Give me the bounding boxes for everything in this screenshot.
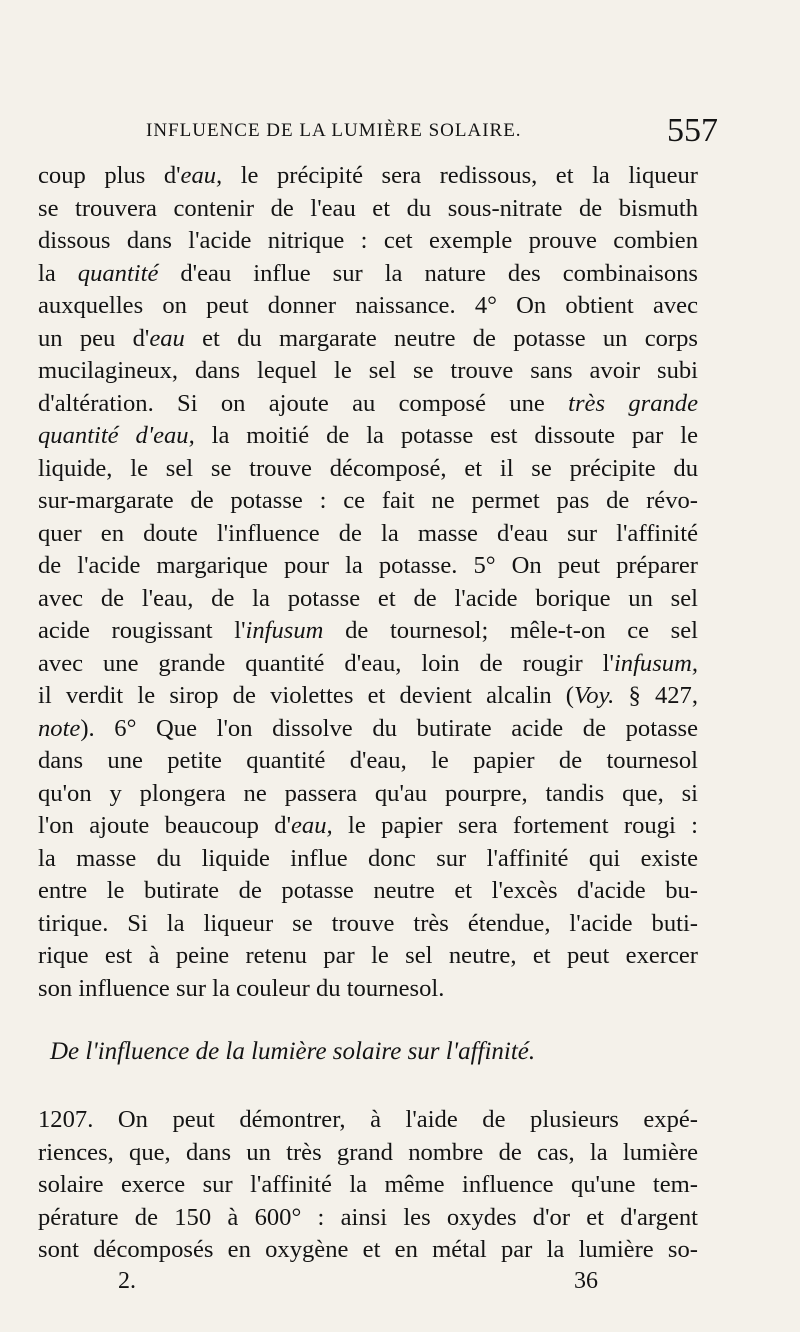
signature-mark: 2. (118, 1268, 136, 1294)
text-line (38, 810, 698, 843)
text-line (38, 550, 698, 583)
text-segment: acide rougissant l' (38, 617, 246, 644)
text-segment: le papier sera fortement rougi : (332, 812, 699, 839)
text-segment: sont décomposés en oxygène et en métal par la lumière so- (38, 1236, 698, 1263)
text-segment: se trouvera contenir de l'eau et du sous-nitrate de bismuth (38, 194, 698, 222)
text-line (38, 1137, 698, 1170)
text-segment: tirique. Si la liqueur se trouve très étendue, l'acide buti- (38, 909, 698, 937)
text-line (38, 290, 698, 323)
text-segment: avec une grande quantité d'eau, loin de rougir l' (38, 649, 614, 677)
text-line (38, 778, 698, 811)
text-line (38, 908, 698, 941)
text-line (38, 420, 698, 453)
text-line (38, 1234, 698, 1267)
text-segment: de l'acide margarique pour la potasse. 5° On peut préparer (38, 552, 698, 579)
paragraph-main (38, 160, 698, 1005)
text-segment: l'on ajoute beaucoup d' (38, 812, 292, 839)
text-line (38, 875, 698, 908)
text-line (38, 583, 698, 616)
italic-text: eau (149, 324, 185, 352)
text-segment: 1207. On peut démontrer, à l'aide de plusieurs expé- (38, 1106, 698, 1133)
text-line (38, 485, 698, 518)
text-segment: solaire exerce sur l'affinité la même influence qu'une tem- (38, 1171, 698, 1198)
italic-text: eau, (180, 162, 223, 189)
text-segment: ). 6° Que l'on dissolve du butirate acide de potasse (80, 714, 698, 742)
text-line (38, 518, 698, 551)
italic-text: quantité (77, 259, 159, 287)
italic-text: quantité d'eau, (38, 422, 195, 449)
text-segment: la moitié de la potasse est dissoute par le (194, 422, 698, 449)
text-segment: la (38, 259, 78, 287)
italic-text: infusum, (613, 649, 698, 677)
italic-text: Voy. (573, 682, 615, 709)
text-line (38, 193, 698, 226)
text-segment: de tournesol; mêle-t-on ce sel (323, 617, 698, 644)
text-segment: § 427, (614, 682, 698, 709)
text-line (38, 1202, 698, 1235)
text-segment: dans une petite quantité d'eau, le papier de tournesol (38, 747, 698, 774)
italic-text: eau, (291, 812, 333, 839)
text-segment: qu'on y plongera ne passera qu'au pourpre, tandis que, si (38, 779, 698, 807)
text-segment: riences, que, dans un très grand nombre de cas, la lumière (38, 1138, 698, 1166)
text-segment: il verdit le sirop de violettes et devient alcalin ( (38, 682, 574, 709)
text-segment: son influence sur la couleur du tournesol. (38, 974, 445, 1002)
text-segment: entre le butirate de potasse neutre et l'excès d'acide bu- (38, 877, 698, 904)
text-line (38, 1104, 698, 1137)
text-segment: auxquelles on peut donner naissance. 4° On obtient avec (38, 292, 698, 319)
italic-text: très grande (568, 389, 698, 417)
text-line (38, 160, 698, 193)
text-segment: d'eau influe sur la nature des combinaisons (158, 259, 698, 287)
text-line (38, 258, 698, 291)
text-segment: sur-margarate de potasse : ce fait ne permet pas de révo- (38, 487, 698, 514)
page-footer (118, 1268, 598, 1308)
text-line (38, 713, 698, 746)
text-segment: quer en doute l'influence de la masse d'eau sur l'affinité (38, 519, 698, 547)
text-line (38, 355, 698, 388)
page-header (38, 114, 718, 154)
text-segment: coup plus d' (38, 162, 181, 189)
running-title: INFLUENCE DE LA LUMIÈRE SOLAIRE. (146, 120, 522, 141)
text-line (38, 745, 698, 778)
text-segment: la masse du liquide influe donc sur l'affinité qui existe (38, 844, 698, 872)
text-segment: dissous dans l'acide nitrique : cet exemple prouve combien (38, 227, 698, 254)
sheet-number: 36 (574, 1268, 598, 1294)
text-segment: avec de l'eau, de la potasse et de l'acide borique un sel (38, 584, 698, 612)
text-segment: mucilagineux, dans lequel le sel se trouve sans avoir subi (38, 357, 698, 384)
text-line (38, 973, 698, 1006)
text-line (38, 453, 698, 486)
text-line (38, 1169, 698, 1202)
text-segment: pérature de 150 à 600° : ainsi les oxydes d'or et d'argent (38, 1203, 698, 1231)
section-heading: De l'influence de la lumière solaire sur l'affinité. (50, 1038, 536, 1065)
italic-text: note (38, 714, 81, 742)
text-line (38, 388, 698, 421)
page-number: 557 (667, 112, 718, 149)
text-line (38, 323, 698, 356)
text-line (38, 940, 698, 973)
italic-text: infusum (245, 617, 324, 644)
text-segment: un peu d' (38, 324, 150, 352)
text-line (38, 615, 698, 648)
text-segment: rique est à peine retenu par le sel neutre, et peut exercer (38, 942, 698, 969)
text-segment: liquide, le sel se trouve décomposé, et il se précipite du (38, 454, 698, 482)
text-segment: et du margarate neutre de potasse un corps (184, 324, 698, 352)
text-line (38, 680, 698, 713)
text-segment: le précipité sera redissous, et la liqueur (222, 162, 698, 189)
text-segment: d'altération. Si on ajoute au composé une (38, 389, 569, 417)
paragraph-1207 (38, 1104, 698, 1267)
text-line (38, 225, 698, 258)
text-line (38, 843, 698, 876)
text-line (38, 648, 698, 681)
